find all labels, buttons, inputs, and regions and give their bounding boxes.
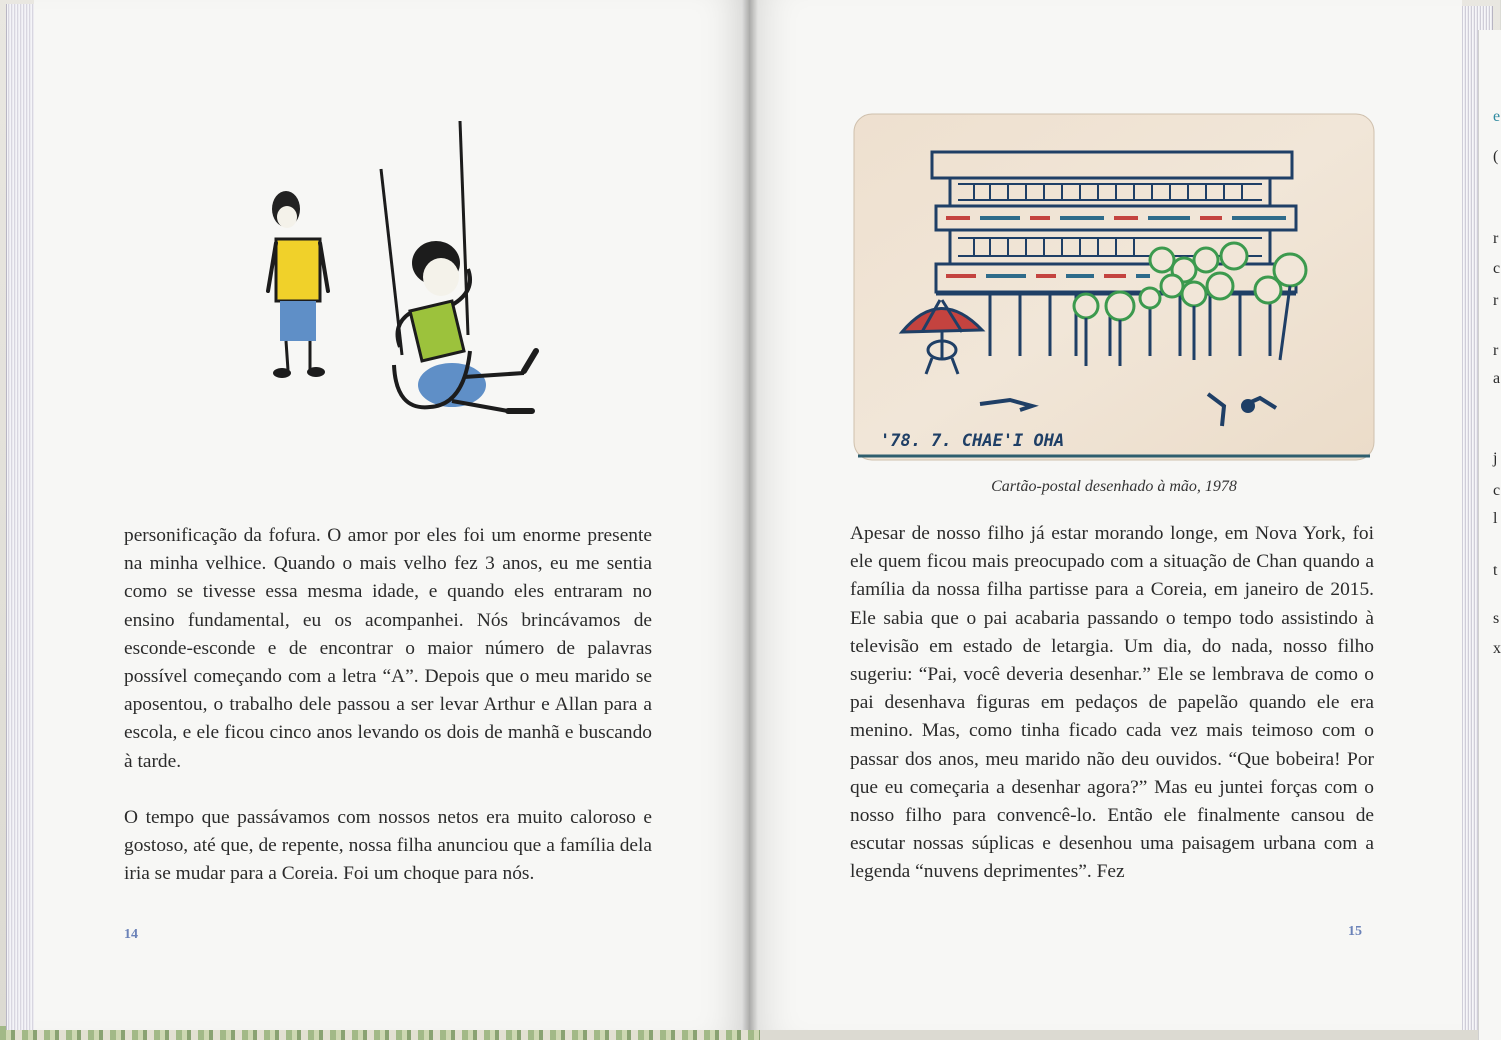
body-paragraph: Apesar de nosso filho já estar morando longe, em Nova York, foi ele quem ficou mais preocupado com a situação de Chan quando a família da nossa filha partisse para a Coreia, em janeiro de 2015. Ele sabia que o pai acabaria passando o tempo todo assistindo à televisão em estado de letargia. Um dia, do nada, nosso filho sugeriu: “Pai, você deveria desenhar.” Ele se lembrava de como o pai desenhava figuras em pedaços de papelão quando ele era menino. Mas, como tinha ficado cada vez mais teimoso com o passar dos anos, meu marido não deu ouvidos. “Que bobeira! Por que eu começaria a desenhar agora?” Mas eu juntei forças com o nosso filho para convencê-lo. Então ele finalmente cansou de escutar nossas súplicas e desenhou uma paisagem urbana com a legenda “nuvens deprimentes”. Fez <box>850 523 1374 883</box>
body-paragraph: O tempo que passávamos com nossos netos era muito caloroso e gostoso, até que, de repente, nossa filha anunciou que a família dela iria se mudar para a Coreia. Foi um choque para nós. <box>124 807 652 885</box>
figure-caption: Cartão-postal desenhado à mão, 1978 <box>991 478 1237 495</box>
book-gutter <box>742 0 758 1030</box>
postcard-inscription: '78. 7. CHAE'I OHA <box>880 431 1065 451</box>
hand-drawn-postcard <box>850 110 1378 466</box>
body-paragraph: personificação da fofura. O amor por eles foi um enorme presente na minha velhice. Quando o mais velho fez 3 anos, eu me sentia como se tivesse essa mesma idade, e quando eles entraram no ensino fundamental, eu os acompanhei. Nós brincávamos de esconde-esconde e de encontrar o maior número de palavras possível começando com a letra “A”. Depois que o meu marido se aposentou, o trabalho dele passou a ser levar Arthur e Allan para a escola, e ele ficou cinco anos levando os dois de manhã e buscando à tarde. <box>124 525 652 772</box>
left-page-edges <box>6 4 37 1030</box>
next-page-glyph: r <box>1493 292 1499 309</box>
next-page-glyph: c <box>1493 260 1501 277</box>
next-page-glyph: r <box>1493 342 1499 359</box>
children-swing-illustration <box>224 115 544 430</box>
right-page <box>750 0 1462 1030</box>
next-page-glyph: j <box>1493 450 1498 467</box>
next-page-glyph: r <box>1493 230 1499 247</box>
next-page-glyph: a <box>1493 370 1501 387</box>
next-page-glyph: ( <box>1493 148 1499 165</box>
next-page-glyph: e <box>1493 108 1501 125</box>
next-page-glyph: x <box>1493 640 1501 657</box>
left-page <box>34 0 750 1030</box>
next-page-glyph: s <box>1493 610 1500 627</box>
standing-child-drawing <box>268 191 328 378</box>
next-page-glyph: t <box>1493 562 1498 579</box>
next-page-strip <box>1478 30 1501 1040</box>
next-page-glyph: c <box>1493 482 1501 499</box>
page-number: 15 <box>1348 924 1362 939</box>
page-number: 14 <box>124 927 138 942</box>
next-page-glyph: l <box>1493 510 1498 527</box>
